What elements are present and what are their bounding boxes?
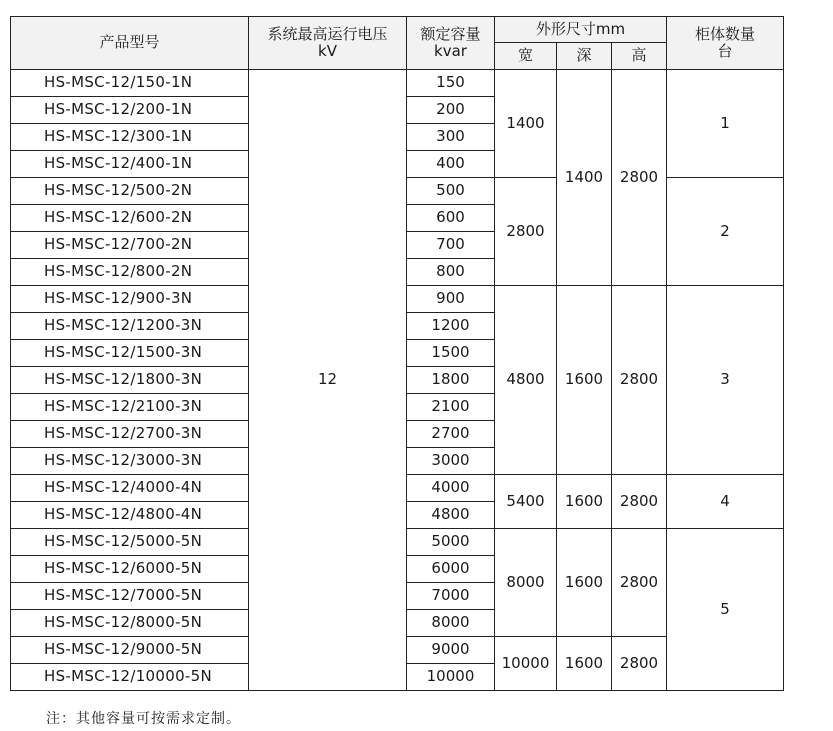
depth-cell: 1400 bbox=[557, 70, 612, 286]
capacity-cell: 5000 bbox=[407, 529, 495, 556]
capacity-cell: 500 bbox=[407, 178, 495, 205]
model-cell: HS-MSC-12/600-2N bbox=[11, 205, 249, 232]
width-cell: 10000 bbox=[495, 637, 557, 691]
capacity-cell: 800 bbox=[407, 259, 495, 286]
capacity-cell: 1200 bbox=[407, 313, 495, 340]
header-capacity-title: 额定容量 bbox=[420, 24, 481, 43]
model-cell: HS-MSC-12/300-1N bbox=[11, 124, 249, 151]
header-capacity-unit: kvar bbox=[434, 42, 467, 60]
width-cell: 2800 bbox=[495, 178, 557, 286]
capacity-cell: 600 bbox=[407, 205, 495, 232]
depth-cell: 1600 bbox=[557, 475, 612, 529]
depth-cell: 1600 bbox=[557, 286, 612, 475]
header-voltage-unit: kV bbox=[318, 42, 337, 60]
capacity-cell: 1800 bbox=[407, 367, 495, 394]
capacity-cell: 7000 bbox=[407, 583, 495, 610]
capacity-cell: 700 bbox=[407, 232, 495, 259]
width-cell: 1400 bbox=[495, 70, 557, 178]
cabinet-count-cell: 2 bbox=[667, 178, 784, 286]
depth-cell: 1600 bbox=[557, 637, 612, 691]
model-cell: HS-MSC-12/7000-5N bbox=[11, 583, 249, 610]
capacity-cell: 4800 bbox=[407, 502, 495, 529]
height-cell: 2800 bbox=[612, 529, 667, 637]
model-cell: HS-MSC-12/200-1N bbox=[11, 97, 249, 124]
model-cell: HS-MSC-12/4800-4N bbox=[11, 502, 249, 529]
capacity-cell: 2100 bbox=[407, 394, 495, 421]
model-cell: HS-MSC-12/6000-5N bbox=[11, 556, 249, 583]
model-cell: HS-MSC-12/900-3N bbox=[11, 286, 249, 313]
height-cell: 2800 bbox=[612, 70, 667, 286]
model-cell: HS-MSC-12/3000-3N bbox=[11, 448, 249, 475]
header-dimensions: 外形尺寸mm bbox=[495, 17, 667, 43]
width-cell: 8000 bbox=[495, 529, 557, 637]
capacity-cell: 400 bbox=[407, 151, 495, 178]
cabinet-count-cell: 4 bbox=[667, 475, 784, 529]
capacity-cell: 3000 bbox=[407, 448, 495, 475]
header-cabinets-title: 柜体数量 bbox=[694, 24, 755, 43]
model-cell: HS-MSC-12/2100-3N bbox=[11, 394, 249, 421]
header-cabinets-unit: 台 bbox=[717, 42, 733, 60]
header-cabinets bbox=[667, 17, 784, 70]
model-cell: HS-MSC-12/10000-5N bbox=[11, 664, 249, 691]
capacity-cell: 10000 bbox=[407, 664, 495, 691]
model-cell: HS-MSC-12/4000-4N bbox=[11, 475, 249, 502]
height-cell: 2800 bbox=[612, 475, 667, 529]
header-height: 高 bbox=[612, 43, 667, 70]
capacity-cell: 300 bbox=[407, 124, 495, 151]
cabinet-count-cell: 3 bbox=[667, 286, 784, 475]
model-cell: HS-MSC-12/400-1N bbox=[11, 151, 249, 178]
capacity-cell: 900 bbox=[407, 286, 495, 313]
capacity-cell: 150 bbox=[407, 70, 495, 97]
capacity-cell: 200 bbox=[407, 97, 495, 124]
height-cell: 2800 bbox=[612, 286, 667, 475]
capacity-cell: 8000 bbox=[407, 610, 495, 637]
capacity-cell: 2700 bbox=[407, 421, 495, 448]
voltage-cell: 12 bbox=[249, 70, 407, 691]
header-voltage-title: 系统最高运行电压 bbox=[267, 24, 388, 43]
model-cell: HS-MSC-12/2700-3N bbox=[11, 421, 249, 448]
model-cell: HS-MSC-12/9000-5N bbox=[11, 637, 249, 664]
capacity-cell: 1500 bbox=[407, 340, 495, 367]
model-cell: HS-MSC-12/1200-3N bbox=[11, 313, 249, 340]
footnote: 注：其他容量可按需求定制。 bbox=[46, 711, 241, 727]
model-cell: HS-MSC-12/700-2N bbox=[11, 232, 249, 259]
capacity-cell: 9000 bbox=[407, 637, 495, 664]
header-capacity bbox=[407, 17, 495, 70]
header-width: 宽 bbox=[495, 43, 557, 70]
model-cell: HS-MSC-12/1500-3N bbox=[11, 340, 249, 367]
depth-cell: 1600 bbox=[557, 529, 612, 637]
header-model: 产品型号 bbox=[11, 17, 249, 70]
model-cell: HS-MSC-12/8000-5N bbox=[11, 610, 249, 637]
header-depth: 深 bbox=[557, 43, 612, 70]
model-cell: HS-MSC-12/150-1N bbox=[11, 70, 249, 97]
header-voltage bbox=[249, 17, 407, 70]
model-cell: HS-MSC-12/5000-5N bbox=[11, 529, 249, 556]
cabinet-count-cell: 5 bbox=[667, 529, 784, 691]
cabinet-count-cell: 1 bbox=[667, 70, 784, 178]
table-row bbox=[11, 70, 784, 97]
model-cell: HS-MSC-12/500-2N bbox=[11, 178, 249, 205]
width-cell: 4800 bbox=[495, 286, 557, 475]
model-cell: HS-MSC-12/1800-3N bbox=[11, 367, 249, 394]
model-cell: HS-MSC-12/800-2N bbox=[11, 259, 249, 286]
width-cell: 5400 bbox=[495, 475, 557, 529]
capacity-cell: 6000 bbox=[407, 556, 495, 583]
height-cell: 2800 bbox=[612, 637, 667, 691]
spec-table bbox=[10, 16, 784, 691]
capacity-cell: 4000 bbox=[407, 475, 495, 502]
